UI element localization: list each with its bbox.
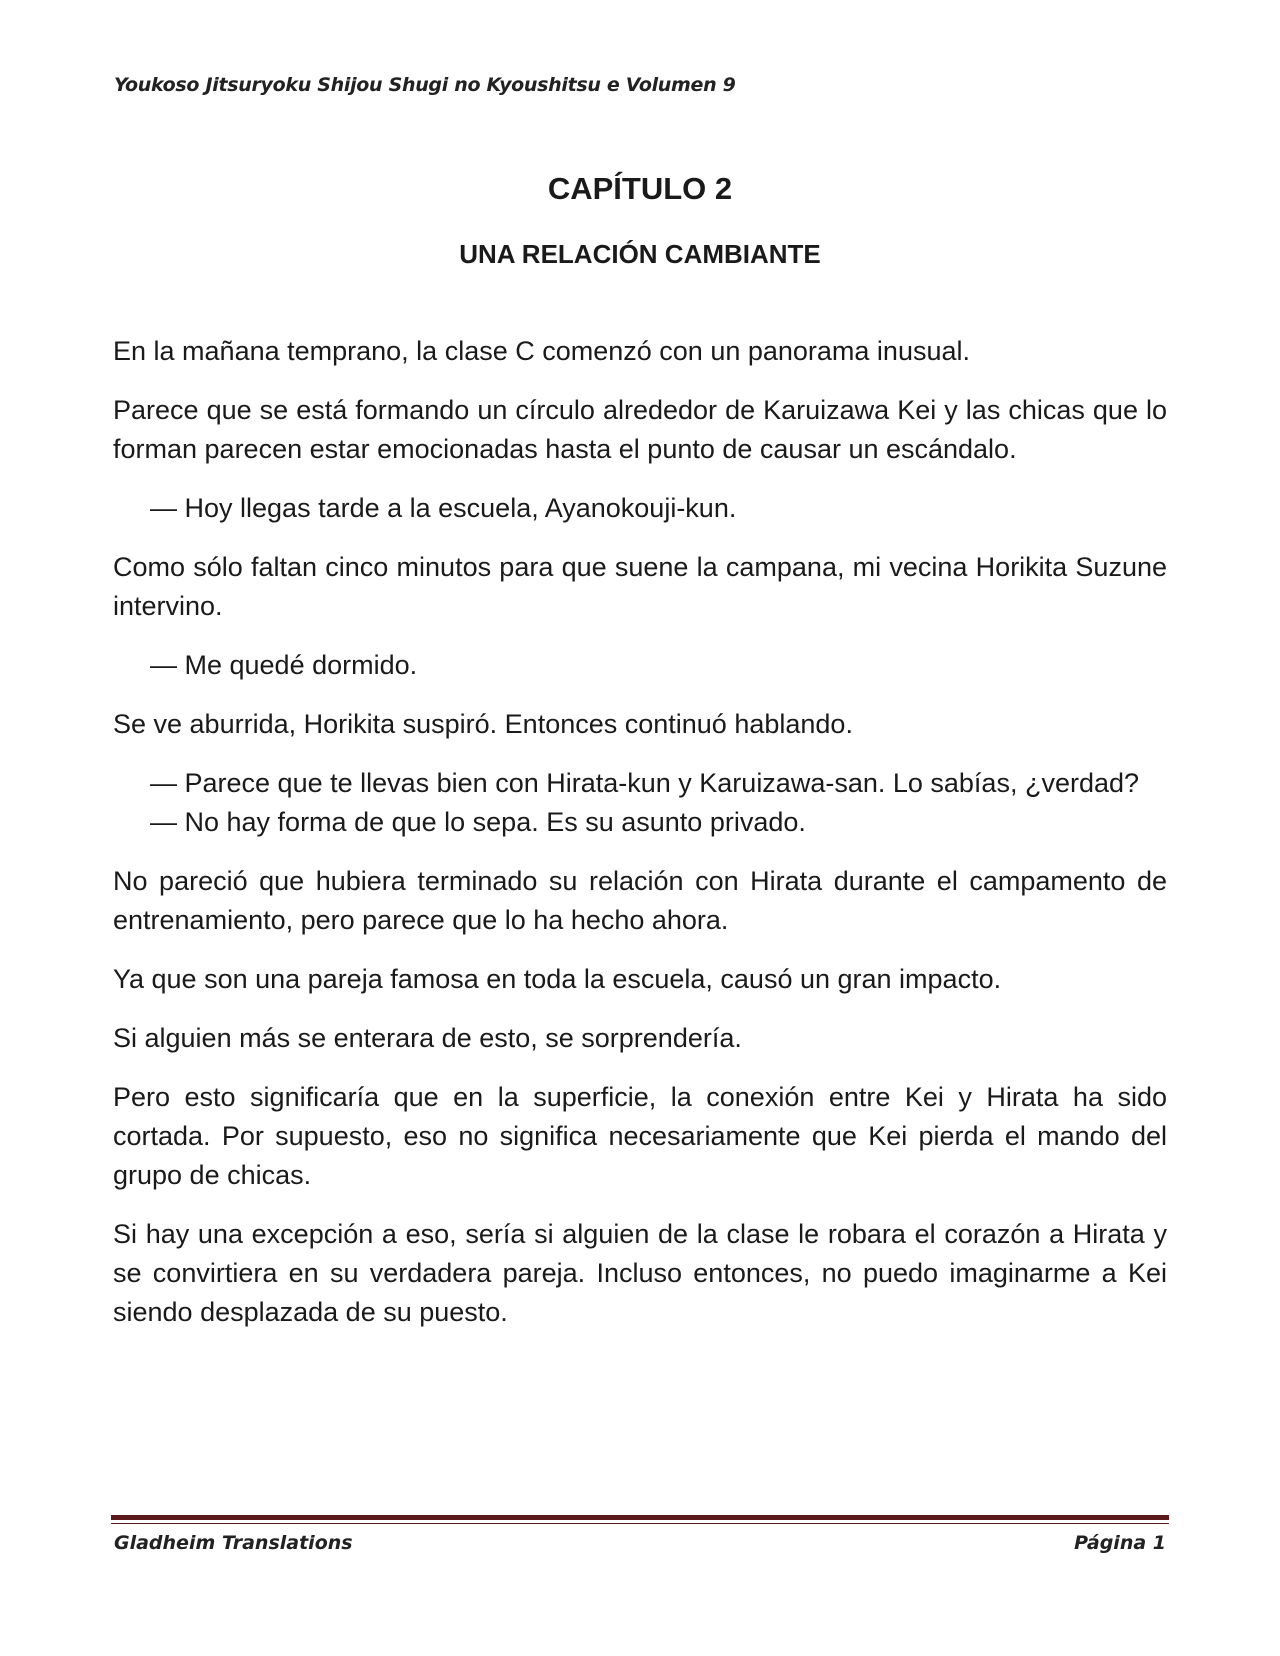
dialogue-line: — Parece que te llevas bien con Hirata-kun y Karuizawa-san. Lo sabías, ¿verdad? [150, 768, 1140, 798]
paragraph: Se ve aburrida, Horikita suspiró. Entonces continuó hablando. [113, 709, 853, 739]
footer-page-number: Página 1 [1074, 1532, 1166, 1554]
footer-divider-thin [111, 1523, 1169, 1524]
chapter-title: CAPÍTULO 2 [547, 170, 733, 206]
paragraph: Si alguien más se enterara de esto, se sorprendería. [113, 1023, 742, 1053]
footer-publisher: Gladheim Translations [114, 1532, 353, 1554]
footer-divider [111, 1515, 1169, 1520]
paragraph: Como sólo faltan cinco minutos para que suene la campana, mi vecina Horikita Suzune intervino. [113, 552, 1167, 621]
chapter-body [113, 332, 1167, 1352]
paragraph: No pareció que hubiera terminado su relación con Hirata durante el campamento de entrenamiento, pero parece que lo ha hecho ahora. [113, 866, 1167, 935]
dialogue-line: — Me quedé dormido. [150, 650, 418, 680]
paragraph: Parece que se está formando un círculo alrededor de Karuizawa Kei y las chicas que lo forman parecen estar emocionadas hasta el punto de causar un escándalo. [113, 395, 1167, 464]
dialogue-line: — Hoy llegas tarde a la escuela, Ayanokouji-kun. [150, 493, 737, 523]
paragraph: Pero esto significaría que en la superficie, la conexión entre Kei y Hirata ha sido cortada. Por supuesto, eso no significa necesariamente que Kei pierda el mando del grupo de chicas. [113, 1082, 1167, 1190]
dialogue-line: — No hay forma de que lo sepa. Es su asunto privado. [150, 807, 806, 837]
paragraph: En la mañana temprano, la clase C comenzó con un panorama inusual. [113, 336, 970, 366]
paragraph: Ya que son una pareja famosa en toda la escuela, causó un gran impacto. [113, 964, 1002, 994]
running-header-title: Youkoso Jitsuryoku Shijou Shugi no Kyoushitsu e Volumen 9 [114, 74, 736, 96]
paragraph: Si hay una excepción a eso, sería si alguien de la clase le robara el corazón a Hirata y se convirtiera en su verdadera pareja. Incluso entonces, no puedo imaginarme a Kei siendo desplazada de su puesto. [113, 1219, 1167, 1327]
chapter-subtitle: UNA RELACIÓN CAMBIANTE [459, 238, 821, 269]
